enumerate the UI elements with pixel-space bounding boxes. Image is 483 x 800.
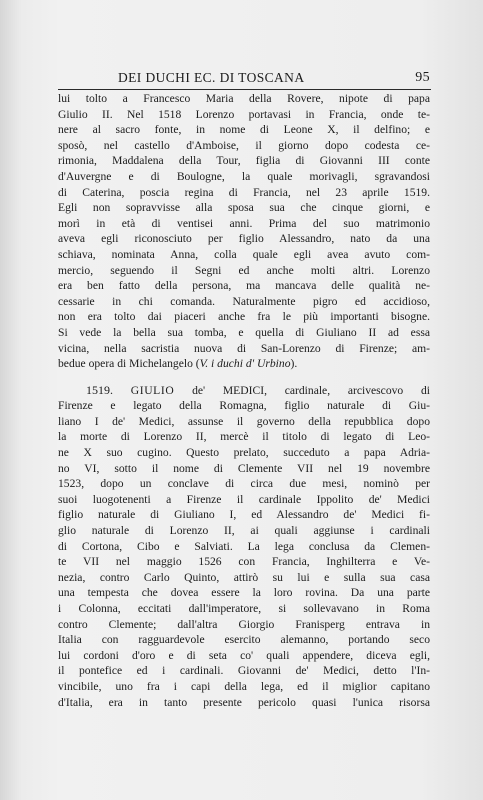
- text-line: 1523, dopo un conclave di circa due mesi, nominò per: [58, 477, 430, 491]
- text-line: glio naturale di Lorenzo II, ai quali aggiunse i cardinali: [58, 524, 430, 538]
- text-line: [58, 383, 430, 399]
- text-line: i Colonna, eccitati dall'imperatore, si sollevavano in Roma: [58, 602, 430, 615]
- text-line: d'Auvergne e di Boulogne, la quale morivagli, sgravandosi: [58, 169, 430, 183]
- text-line: aveva egli riconosciuto per figlio Alessandro, nato da una: [58, 232, 430, 246]
- text-line: una tempesta che dovea essere la loro rovina. Da una parte: [58, 586, 430, 600]
- entry-name: GIULIO: [130, 383, 175, 397]
- text-line: di Cortona, Cibo e Salviati. La lega conclusa da Clemen-: [58, 539, 430, 553]
- text-line: il pontefice ed i cardinali. Giovanni de' Medici, detto l'In-: [58, 664, 430, 678]
- paragraph-lorenzo: [58, 91, 430, 356]
- text-line: Egli non sopravvisse alla sposa sua che cinque giorni, e: [58, 201, 430, 215]
- text-line: nezia, contro Carlo Quinto, attirò su lui e sulla sua casa: [58, 570, 430, 584]
- text-line: contro Clemente; dall'altra Giorgio Franisperg entrava in: [58, 617, 430, 631]
- text-span: ).: [290, 357, 298, 371]
- text-line: di Caterina, poscia regina di Francia, nel 23 aprile 1519.: [58, 185, 430, 199]
- header-rule: [58, 89, 431, 90]
- text-line: lui cordoni d'oro e di seta co' quali appendere, diceva egli,: [58, 648, 430, 662]
- paragraph-giulio-lines: [58, 398, 430, 710]
- text-line: sposò, nel castello d'Amboise, il giorno dopo codesta ce-: [58, 138, 430, 152]
- text-line: Italia con ragguardevole esercito alemanno, portando seco: [58, 633, 430, 647]
- entry-year: 1519.: [86, 382, 113, 397]
- text-line: non era tolto dai piaceri anche fra le più importanti bisogne.: [58, 310, 430, 324]
- text-span: de' MEDICI, cardinale, arcivescovo di: [192, 383, 430, 397]
- text-line: morì in età di ventisei anni. Prima del suo matrimonio: [58, 216, 430, 230]
- text-line: cessarie in chi comanda. Naturalmente pigro ed accidioso,: [58, 294, 430, 308]
- text-line: liano I de' Medici, assunse il governo della repubblica dopo: [58, 414, 430, 428]
- italic-reference: V. i duchi d' Urbino: [199, 357, 291, 371]
- page-header: [58, 70, 430, 88]
- text-line: suoi luogotenenti a Firenze il cardinale Ippolito de' Medici: [58, 492, 430, 506]
- text-line: vincibile, uno fra i capi della lega, ed il miglior capitano: [58, 679, 430, 693]
- text-line: figlio naturale di Giuliano I, ed Alessandro de' Medici fi-: [58, 508, 430, 522]
- text-line: lui tolto a Francesco Maria della Rovere, nipote di papa: [58, 92, 430, 105]
- text-line: schiava, nominata Anna, colla quale egli avea avuto com-: [58, 247, 430, 261]
- text-line: ne X suo cugino. Questo prelato, succeduto a papa Adria-: [58, 446, 430, 460]
- text-line: Giulio II. Nel 1518 Lorenzo portavasi in Francia, onde te-: [58, 107, 430, 121]
- text-line: no VI, sotto il nome di Clemente VII nel 19 novembre: [58, 461, 430, 475]
- page-number: 95: [415, 70, 430, 85]
- text-line: te VII nel maggio 1526 con Francia, Inghilterra e Ve-: [58, 555, 430, 569]
- text-line: rimonia, Maddalena della Tour, figlia di Giovanni III conte: [58, 154, 430, 168]
- text-span: bedue opera di Michelangelo (: [58, 357, 200, 371]
- text-line: la morte di Lorenzo II, mercè il titolo di legato di Leo-: [58, 430, 430, 444]
- text-line: mercio, seguendo il Segni ed anche molti altri. Lorenzo: [58, 263, 430, 277]
- text-line: vicina, nella sacristia nuova di San-Lorenzo di Firenze; am-: [58, 341, 430, 355]
- text-line: Si vede la bella sua tomba, e quella di Giuliano II ad essa: [58, 325, 430, 339]
- body-text: [58, 91, 430, 710]
- text-line: era ben fatto della persona, ma mancava delle qualità ne-: [58, 279, 430, 293]
- text-line: [58, 356, 430, 372]
- running-title: DEI DUCHI EC. DI TOSCANA: [118, 70, 305, 85]
- paragraph-giulio: [58, 383, 430, 710]
- text-line: Firenze e legato della Romagna, figlio naturale di Giu-: [58, 399, 430, 413]
- text-line: d'Italia, era in tanto presente pericolo quasi l'unica risorsa: [58, 695, 430, 709]
- text-line: nere al sacro fonte, in nome di Leone X, il delfino; e: [58, 123, 430, 137]
